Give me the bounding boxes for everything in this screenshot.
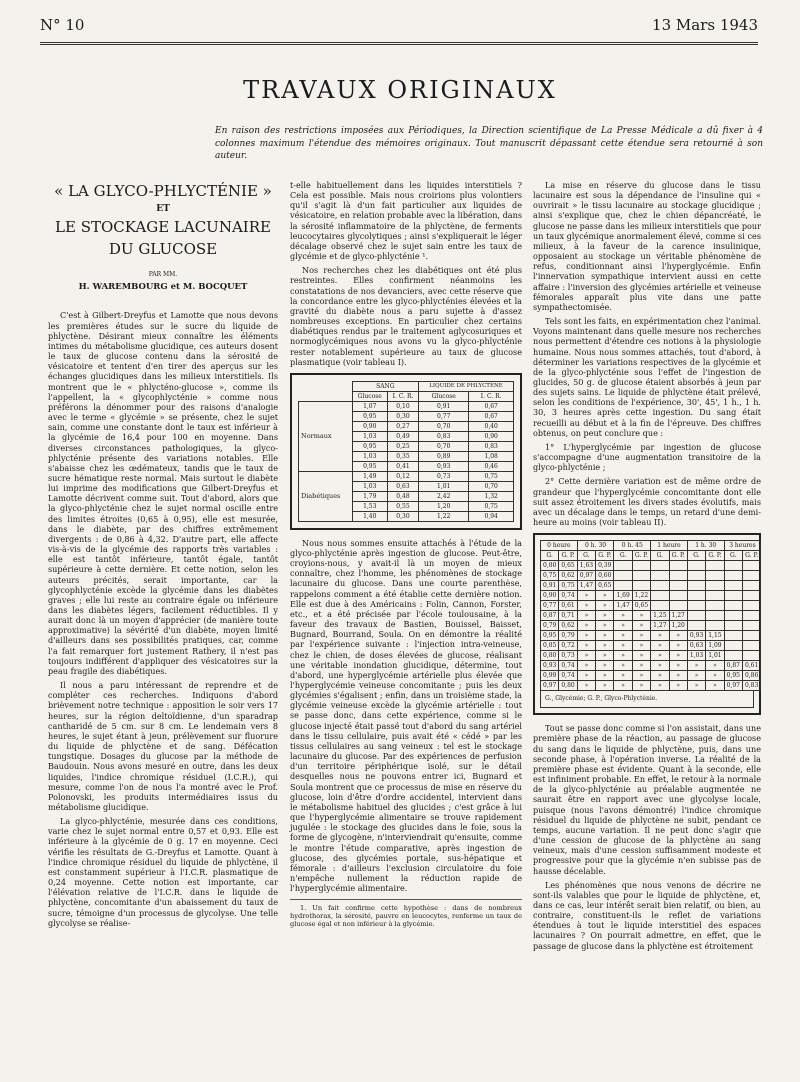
- table-cell: [742, 561, 760, 571]
- table-cell: [687, 621, 705, 631]
- table-cell: [706, 561, 724, 571]
- table-cell: »: [669, 641, 687, 651]
- table-cell: »: [577, 601, 595, 611]
- table-cell: 0,67: [469, 401, 514, 411]
- table-cell: 0,95: [352, 411, 387, 421]
- table-cell: 0,99: [541, 671, 559, 681]
- table-cell: [724, 561, 742, 571]
- table-2: [540, 540, 761, 691]
- table-cell: [687, 581, 705, 591]
- table-cell: [742, 601, 760, 611]
- table-cell: [706, 591, 724, 601]
- table-cell: [669, 571, 687, 581]
- table-cell: [614, 581, 632, 591]
- table-cell: 0,90: [541, 591, 559, 601]
- article-title-et: ET: [156, 204, 170, 214]
- table-cell: »: [632, 671, 650, 681]
- table-row: [541, 601, 761, 611]
- table-row: [299, 471, 514, 481]
- table-1: [298, 381, 514, 522]
- table-cell: 0,65: [596, 581, 614, 591]
- table-cell: [724, 621, 742, 631]
- table-cell: 1,15: [706, 631, 724, 641]
- table-cell: 0,70: [419, 441, 469, 451]
- table-cell: »: [577, 661, 595, 671]
- table-cell: »: [632, 611, 650, 621]
- table-cell: 0,73: [559, 651, 577, 661]
- table-cell: 1,20: [669, 621, 687, 631]
- table-cell: [706, 601, 724, 611]
- table-cell: »: [632, 681, 650, 691]
- table-cell: »: [596, 681, 614, 691]
- table-cell: 1,27: [651, 621, 669, 631]
- table-cell: 1,03: [352, 481, 387, 491]
- table-cell: [724, 571, 742, 581]
- table-cell: 1,03: [352, 431, 387, 441]
- table-cell: [724, 581, 742, 591]
- table-cell: 0,46: [469, 461, 514, 471]
- table-cell: [742, 651, 760, 661]
- table-cell: »: [596, 621, 614, 631]
- table-cell: »: [577, 641, 595, 651]
- table-cell: 1,53: [352, 501, 387, 511]
- table-cell: 0,75: [559, 581, 577, 591]
- table-header-row: [299, 381, 514, 391]
- table-row: [541, 681, 761, 691]
- table-cell: 1,22: [419, 511, 469, 521]
- table-cell: »: [614, 671, 632, 681]
- paragraph: Il nous a paru intéressant de reprendre et de compléter ces recherches. Indiquons d'abord brièvement notre technique : apposition le soir vers 17 heures, sur la région deltoïdienne, d'un sparadrap cantharidé de 5 cm. sur 8 cm. Le lendemain vers 8 heures, le sujet étant à jeun, prélèvement sur fluorure du liquide de phlyctène et de sang. Défécation tungstique. Dosages du glucose par la méthode de Baudouin. Nous avons mesuré en outre, dans les deux liquides, l'indice chromique résiduel (I.C.R.), qui mesure, comme l'on de nous l'a montré avec le Prof. Polonovski, les produits intermédiaires issus du métabolisme glucidique.: [48, 680, 278, 812]
- table-cell: [687, 591, 705, 601]
- table-cell: »: [632, 661, 650, 671]
- table-cell: 0,70: [419, 421, 469, 431]
- article-par: PAR MM.: [148, 271, 178, 279]
- table-cell: »: [632, 651, 650, 661]
- table-row: [541, 621, 761, 631]
- table-cell: »: [651, 651, 669, 661]
- header-rule: [40, 42, 758, 43]
- table-cell: 0,40: [469, 421, 514, 431]
- table-cell: 1,03: [352, 451, 387, 461]
- table-cell: »: [651, 631, 669, 641]
- table-cell: 1,49: [352, 471, 387, 481]
- table-cell: »: [706, 681, 724, 691]
- table-cell: [724, 591, 742, 601]
- table-cell: »: [687, 661, 705, 671]
- table-cell: »: [687, 671, 705, 681]
- subheader: Glucose: [352, 391, 387, 401]
- table-cell: [687, 611, 705, 621]
- table-1-diabetiques: [299, 471, 514, 521]
- row-group-label: Diabétiques: [299, 471, 353, 521]
- header-sang: SANG: [352, 381, 418, 391]
- table-cell: 0,97: [541, 681, 559, 691]
- table-cell: 0,91: [419, 401, 469, 411]
- table-cell: 0,74: [559, 661, 577, 671]
- table-cell: »: [614, 651, 632, 661]
- table-cell: [742, 591, 760, 601]
- table-cell: 0,65: [559, 561, 577, 571]
- table-cell: [687, 601, 705, 611]
- table-cell: 0,73: [419, 471, 469, 481]
- paragraph: Les phénomènes que nous venons de décrire ne sont-ils valables que pour le liquide de phlyctène, et, dans ce cas, leur intérêt serait bien relatif, ou bien, au contraire, constituent-ils le reflet de variations étendues à tout le liquide interstitiel des espaces lacunaires ? On pourrait admettre, en effet, que le passage de glucose dans la phlyctène est étroitement: [533, 879, 761, 951]
- table-cell: [742, 631, 760, 641]
- table-cell: »: [577, 671, 595, 681]
- subheader: G.: [577, 551, 595, 561]
- article-title-line-1: « LA GLYCO-PHLYCTÉNIE »: [54, 182, 272, 200]
- table-cell: [614, 571, 632, 581]
- table-cell: 2,42: [419, 491, 469, 501]
- column-2: [290, 180, 522, 928]
- issue-number: N° 10: [40, 16, 85, 34]
- table-cell: 0,95: [724, 671, 742, 681]
- subheader: I. C. R.: [469, 391, 514, 401]
- table-cell: 1,22: [632, 591, 650, 601]
- table-cell: [669, 601, 687, 611]
- table-cell: 0,97: [724, 681, 742, 691]
- table-cell: 0,39: [596, 561, 614, 571]
- table-cell: »: [596, 631, 614, 641]
- table-cell: 0,61: [559, 601, 577, 611]
- table-cell: 0,71: [559, 611, 577, 621]
- footnote-text: 1. Un fait confirme cette hypothèse : dans de nombreux hydrothorax, la sérosité, pauvre en leucocytes, renferme un taux de glucose égal et non inférieur à la glycémie.: [290, 904, 522, 929]
- table-cell: 0,62: [559, 621, 577, 631]
- subheader: G.: [651, 551, 669, 561]
- table-cell: »: [596, 611, 614, 621]
- table-cell: »: [596, 651, 614, 661]
- table-cell: [687, 561, 705, 571]
- table-cell: »: [669, 631, 687, 641]
- column-header: 0 h. 30: [577, 541, 614, 551]
- table-cell: 0,90: [469, 431, 514, 441]
- table-cell: 0,30: [387, 411, 418, 421]
- table-row: [541, 561, 761, 571]
- table-cell: 0,75: [469, 471, 514, 481]
- table-cell: 0,87: [541, 611, 559, 621]
- table-cell: »: [577, 681, 595, 691]
- subheader: G.: [724, 551, 742, 561]
- table-cell: 0,83: [419, 431, 469, 441]
- table-cell: 0,63: [687, 641, 705, 651]
- subheader: G. P.: [706, 551, 724, 561]
- table-cell: »: [632, 631, 650, 641]
- table-cell: 0,10: [387, 401, 418, 411]
- table-cell: 0,75: [469, 501, 514, 511]
- page-header: [40, 16, 758, 36]
- table-cell: 1,01: [706, 651, 724, 661]
- table-cell: 0,79: [559, 631, 577, 641]
- table-row: [541, 611, 761, 621]
- table-row: [541, 581, 761, 591]
- table-cell: 1,79: [352, 491, 387, 501]
- table-cell: 0,27: [387, 421, 418, 431]
- subheader: G. P.: [596, 551, 614, 561]
- subheader: G. P.: [632, 551, 650, 561]
- subheader: Glucose: [419, 391, 469, 401]
- column-header: 3 heures: [724, 541, 761, 551]
- paragraph: C'est à Gilbert-Dreyfus et Lamotte que nous devons les premières études sur le sucre du liquide de phlyctène. Désirant mieux connaître les éléments intimes du métabolisme glucidique, ces auteurs dosent le taux de glucose contenu dans la sérosité de vésicatoire et tentent d'en tirer des aperçus sur les échanges glucidiques dans les milieux interstitiels. Ils montrent que le « phlycténo-glucose », comme ils l'appellent, la « glycophlycténie » comme nous préférons la dénommer pour des raisons d'analogie avec le terme « glycémie » se présente, chez le sujet sain, comme une constante dont le taux est inférieur à la glycémie de 16,4 pour 100 en moyenne. Dans diverses circonstances pathologiques, la glyco-phlycténie présente des variations notables. Elle s'abaisse chez les œdémateux, tandis que le taux de sucre hématique reste normal. Mais surtout le diabète lui imprime des modifications que Gilbert-Dreyfus et Lamotte décrivent comme suit. Tout d'abord, alors que la glyco-phlycténie chez le sujet normal oscille entre des limites étroites (0,65 à 0,95), elle est mesurée, dans le diabète, par des chiffres extrêmement divergents : de 0,86 à 4,32. D'autre part, elle affecte vis-à-vis de la glycémie des rapports très variables : elle est tantôt inférieure, tantôt égale, tantôt supérieure à cette dernière. Et cette notion, selon les auteurs précités, serait importante, car la glycophlycténie excède la glycémie dans les diabètes graves ; elle lui reste au contraire égale ou inférieure dans les diabètes légers, facilement réductibles. Il y aurait donc là un moyen d'apprécier (de manière toute approximative) la sévérité d'un diabète, moyen limité d'ailleurs dans ses possibilités pratiques, car, comme l'a fait remarquer fort justement Rathery, il n'est pas toujours indifférent d'appliquer des vésicatoires sur la peau fragile des diabétiques.: [48, 310, 278, 676]
- table-cell: »: [651, 641, 669, 651]
- paragraph: Tout se passe donc comme si l'on assistait, dans une première phase de la réaction, au passage de glucose du sang dans le liquide de phlyctène, puis, dans une seconde phase, à l'opération inverse. La réalité de la première phase est évidente. Quant à la seconde, elle est infiniment probable. En effet, le retour à la normale de la glyco-phlycténie au préalable augmentée ne saurait être en rapport avec une glycolyse locale, puisque (nous l'avons démontré) l'indice chromique résiduel du liquide de phlyctène ne subit, pendant ce temps, aucune variation. Il ne peut donc s'agir que d'une cession de glucose de la phlyctène au sang veineux, mais d'une cession suffisamment modeste et progressive pour que la glycémie n'en subisse pas de hausse décelable.: [533, 723, 761, 876]
- column-header: 0 h. 45: [614, 541, 651, 551]
- table-cell: 0,80: [559, 681, 577, 691]
- table-cell: »: [596, 671, 614, 681]
- paragraph: La glyco-phlycténie, mesurée dans ces conditions, varie chez le sujet normal entre 0,57 et 0,93. Elle est inférieure à la glycémie de 0 g. 17 en moyenne. Ceci vérifie les résultats de G.-Dreyfus et Lamotte. Quant à l'indice chromique résiduel du liquide de phlyctène, il est constamment supérieur à l'I.C.R. plasmatique de 0,24 moyenne. Cette notion est importante, car l'élévation relative de l'I.C.R. dans le liquide de phlyctène, concomitante d'un abaissement du taux de sucre, témoigne d'un processus de glycolyse. Une telle glycolyse se réalise-: [48, 816, 278, 928]
- table-cell: »: [651, 681, 669, 691]
- subheader: G. P.: [559, 551, 577, 561]
- table-cell: »: [577, 651, 595, 661]
- table-cell: 1,69: [614, 591, 632, 601]
- table-cell: 0,72: [559, 641, 577, 651]
- table-cell: 0,77: [541, 601, 559, 611]
- table-cell: [669, 581, 687, 591]
- table-2-header-row: [541, 541, 761, 551]
- table-cell: [651, 601, 669, 611]
- table-cell: 0,61: [742, 661, 760, 671]
- table-2-note: G., Glycémie; G. P., Glyco-Phlycténie.: [540, 691, 754, 708]
- table-cell: [742, 641, 760, 651]
- table-2-subheader-row: [541, 551, 761, 561]
- table-cell: 1,07: [352, 401, 387, 411]
- column-header: 1 h. 30: [687, 541, 724, 551]
- table-cell: [651, 581, 669, 591]
- table-cell: 1,40: [352, 511, 387, 521]
- footnote: [290, 899, 522, 928]
- table-row: [541, 651, 761, 661]
- table-cell: 0,35: [387, 451, 418, 461]
- article-title-line-2: LE STOCKAGE LACUNAIRE: [55, 218, 271, 237]
- table-cell: 1,47: [614, 601, 632, 611]
- table-cell: 0,74: [559, 671, 577, 681]
- table-cell: 0,91: [541, 581, 559, 591]
- table-row: [541, 661, 761, 671]
- table-cell: »: [577, 621, 595, 631]
- table-cell: »: [614, 661, 632, 671]
- table-cell: »: [669, 651, 687, 661]
- table-cell: 1,47: [577, 581, 595, 591]
- table-cell: »: [577, 611, 595, 621]
- table-cell: »: [706, 661, 724, 671]
- table-cell: 0,85: [541, 641, 559, 651]
- table-cell: 1,27: [669, 611, 687, 621]
- table-cell: [632, 561, 650, 571]
- table-cell: »: [632, 621, 650, 631]
- table-cell: [651, 561, 669, 571]
- table-cell: »: [614, 611, 632, 621]
- table-cell: [724, 611, 742, 621]
- column-header: 1 heure: [651, 541, 688, 551]
- table-cell: »: [651, 661, 669, 671]
- table-cell: [706, 611, 724, 621]
- table-cell: [632, 581, 650, 591]
- table-cell: [724, 641, 742, 651]
- table-cell: »: [669, 681, 687, 691]
- paragraph: Nos recherches chez les diabétiques ont été plus restreintes. Elles confirment néanmoins les constatations de nos devanciers, avec cette réserve que la concordance entre les glyco-phlycténies élevées et la gravité du diabète nous a paru sujette à d'assez nombreuses exceptions. En particulier chez certains diabétiques rendus par le traitement aglycosuriques et normoglycémiques nous avons vu la glyco-phlycténie rester notablement supérieure au taux de glucose plasmatique (voir tableau I).: [290, 265, 522, 367]
- table-cell: [742, 621, 760, 631]
- table-cell: 0,95: [541, 631, 559, 641]
- header-liquide: LIQUIDE DE PHLYCTÈNE: [419, 381, 514, 391]
- table-cell: »: [706, 671, 724, 681]
- table-cell: 0,83: [742, 681, 760, 691]
- table-cell: 0,80: [541, 651, 559, 661]
- table-cell: [742, 611, 760, 621]
- paragraph: La mise en réserve du glucose dans le tissu lacunaire est sous la dépendance de l'insuline qui « ouvrirait » le tissu lacunaire au stockage glucidique ; ainsi s'explique que, chez le chien dépancréaté, le glucose ne passe dans les milieux interstitiels que pour un taux glycémique anormalement élevé, comme si ces milieux, à la faveur de la carence insulinique, opposaient au stockage un véritable phénomène de refus, conditionnant ainsi l'hyperglycémie. Enfin l'innervation sympathique intervient aussi en cette affaire : l'inversion des glycémies artérielle et veineuse fémorales apparaît plus vite dans une patte sympathectomisée.: [533, 180, 761, 312]
- paragraph: 2° Cette dernière variation est de même ordre de grandeur que l'hyperglycémie concomitante dont elle suit assez étroitement les divers stades évolutifs, mais avec un décalage dans le temps, un retard d'une demi-heure au moins (voir tableau II).: [533, 476, 761, 527]
- table-cell: 0,63: [387, 481, 418, 491]
- paragraph: 1° L'hyperglycémie par ingestion de glucose s'accompagne d'une augmentation transitoire de la glyco-phlycténie ;: [533, 441, 761, 473]
- table-cell: »: [577, 591, 595, 601]
- editorial-note: En raison des restrictions imposées aux Périodiques, la Direction scientifique de La Presse Médicale a dû fixer à 4 colonnes maximum l'étendue des mémoires originaux. Tout manuscrit dépassant cette étendue sera retourné à son auteur.: [215, 126, 763, 161]
- table-row: [541, 641, 761, 651]
- table-cell: 1,25: [651, 611, 669, 621]
- table-cell: 1,09: [706, 641, 724, 651]
- table-cell: [706, 581, 724, 591]
- table-cell: 0,67: [469, 411, 514, 421]
- paragraph: Nous nous sommes ensuite attachés à l'étude de la glyco-phlycténie après ingestion de glucose. Peut-être, croyions-nous, y avait-il là un moyen de mieux connaître, chez l'homme, les phénomènes de stockage lacunaire du glucose. Dans une courte parenthèse, rappelons comment a été établie cette dernière notion. Elle est due à des Américains : Folin, Cannon, Forster, etc., et a été précisée par l'école toulousaine, à la faveur des travaux de Bastien, Bouissel, Baisset, Bugnard, Bourrand, Soula. On en démontre la réalité par l'expérience suivante : l'injection intra-veineuse, chez le chien, de doses élevées de glucose, réalisant une véritable inondation glucidique, détermine, tout d'abord, une hyperglycémie artérielle plus élevée que l'hyperglycémie veineuse concomitante ; puis les deux glycémies s'égalisent ; enfin, dans un troisième stade, la glycémie veineuse excède la glycémie artérielle : tout se passe donc, dans cette expérience, comme si le glucose injecté était passé tout d'abord du sang artériel dans le tissu cellulaire, puis avait été « cédé » par les tissus cellulaires au sang veineux : tel est le stockage lacunaire du glucose. Par des expériences de perfusion d'un territoire périphérique isolé, sur le détail desquelles nous ne pouvons entrer ici, Bugnard et Soula montrent que ce processus de mise en réserve du glucose, loin d'être d'ordre accidentel, intervient dans le métabolisme habituel des glucides ; c'est grâce à lui que l'hyperglycémie alimentaire se trouve rapidement jugulée : le stockage des glucides dans le foie, sous la forme de glycogène, n'interviendrait qu'ensuite, comme le montre l'étude comparative, après ingestion de glucose, des glycémies portale, sus-hépatique et fémorale : d'ailleurs l'exclusion circulatoire du foie n'empêche nullement la réduction rapide de l'hyperglycémie alimentaire.: [290, 537, 522, 894]
- table-cell: 0,55: [387, 501, 418, 511]
- table-cell: [669, 561, 687, 571]
- table-1-frame: [290, 373, 522, 530]
- table-cell: 0,74: [559, 591, 577, 601]
- subheader: G. P.: [669, 551, 687, 561]
- table-cell: »: [596, 641, 614, 651]
- subheader: I. C. R.: [387, 391, 418, 401]
- table-cell: [706, 571, 724, 581]
- table-cell: 0,86: [742, 671, 760, 681]
- table-row: [541, 571, 761, 581]
- table-cell: [614, 561, 632, 571]
- table-cell: 0,49: [387, 431, 418, 441]
- table-cell: 0,41: [387, 461, 418, 471]
- table-cell: 0,95: [352, 441, 387, 451]
- table-cell: »: [614, 621, 632, 631]
- table-cell: »: [596, 591, 614, 601]
- article-title-line-3: DU GLUCOSE: [108, 240, 218, 259]
- table-cell: [724, 631, 742, 641]
- table-cell: 1,63: [577, 561, 595, 571]
- table-2-body: [541, 561, 761, 691]
- table-cell: »: [669, 671, 687, 681]
- table-cell: 0,97: [577, 571, 595, 581]
- paragraph: t-elle habituellement dans les liquides interstitiels ? Cela est possible. Mais nous croirions plus volontiers qu'il s'agit là d'un fait particulier aux liquides de vésicatoire, en relation probable avec la libération, dans la sérosité inflammatoire de la phlyctène, de ferments leucocytaires glycolytiques ; ainsi s'expliquerait le léger décalage observé chez le sujet sain entre les taux de glycémie et de glyco-phlycténie ¹.: [290, 180, 522, 262]
- subheader: G.: [687, 551, 705, 561]
- article-authors: H. WAREMBOURG et M. BOCQUET: [78, 282, 248, 293]
- table-cell: 0,77: [419, 411, 469, 421]
- table-2-frame: [533, 533, 761, 715]
- table-cell: 0,93: [419, 461, 469, 471]
- subheader: G.: [541, 551, 559, 561]
- table-cell: 0,30: [387, 511, 418, 521]
- table-cell: »: [577, 631, 595, 641]
- table-cell: 0,87: [724, 661, 742, 671]
- table-cell: 0,62: [559, 571, 577, 581]
- table-cell: 0,60: [596, 571, 614, 581]
- table-cell: »: [596, 661, 614, 671]
- table-cell: [742, 571, 760, 581]
- table-cell: »: [614, 681, 632, 691]
- paragraph: Tels sont les faits, en expérimentation chez l'animal. Voyons maintenant dans quelle mesure nos recherches nous permettent d'étendre ces notions à la physiologie humaine. Nous nous sommes attachés, tout d'abord, à déterminer les variations respectives de la glycémie et de la glyco-phlycténie sous l'effet de l'ingestion de glucides, 50 g. de glucose étaient absorbés à jeun par des sujets sains. Le liquide de phlyctène était prélevé, selon les conditions de l'expérience, 30', 45', 1 h., 1 h. 30, 3 heures après cette ingestion. Du sang était recueilli au début et à la fin de l'épreuve. Des chiffres obtenus, on peut conclure que :: [533, 316, 761, 438]
- column-header: 0 heure: [541, 541, 578, 551]
- table-cell: 0,70: [469, 481, 514, 491]
- column-1: [48, 180, 278, 932]
- table-cell: 0,94: [469, 511, 514, 521]
- table-cell: 1,20: [419, 501, 469, 511]
- table-row: [541, 671, 761, 681]
- table-cell: 0,83: [469, 441, 514, 451]
- table-cell: 1,03: [687, 651, 705, 661]
- table-cell: 1,08: [469, 451, 514, 461]
- table-cell: 0,90: [352, 421, 387, 431]
- table-cell: 1,32: [469, 491, 514, 501]
- table-cell: [724, 601, 742, 611]
- table-cell: [742, 581, 760, 591]
- table-cell: »: [669, 661, 687, 671]
- issue-date: 13 Mars 1943: [652, 16, 758, 34]
- table-row: [541, 631, 761, 641]
- table-cell: 0,12: [387, 471, 418, 481]
- subheader: G. P.: [742, 551, 760, 561]
- table-cell: »: [596, 601, 614, 611]
- table-cell: [651, 591, 669, 601]
- table-cell: »: [614, 631, 632, 641]
- table-cell: 0,95: [352, 461, 387, 471]
- table-cell: 1,01: [419, 481, 469, 491]
- table-cell: [724, 651, 742, 661]
- table-cell: [669, 591, 687, 601]
- column-3: [533, 180, 761, 955]
- table-cell: [632, 571, 650, 581]
- section-title: TRAVAUX ORIGINAUX: [243, 76, 557, 104]
- table-cell: [687, 571, 705, 581]
- table-row: [541, 591, 761, 601]
- table-cell: 0,93: [687, 631, 705, 641]
- table-cell: 0,89: [419, 451, 469, 461]
- table-cell: [651, 571, 669, 581]
- table-1-normaux: [299, 401, 514, 471]
- subheader: G.: [614, 551, 632, 561]
- table-cell: 0,48: [387, 491, 418, 501]
- table-cell: 0,75: [541, 571, 559, 581]
- table-cell: 0,79: [541, 621, 559, 631]
- row-group-label: Normaux: [299, 401, 353, 471]
- table-cell: 0,93: [541, 661, 559, 671]
- table-cell: 0,80: [541, 561, 559, 571]
- table-cell: »: [651, 671, 669, 681]
- header-rule-2: [40, 44, 758, 45]
- table-cell: 0,25: [387, 441, 418, 451]
- table-cell: »: [632, 641, 650, 651]
- table-cell: 0,65: [632, 601, 650, 611]
- table-cell: »: [614, 641, 632, 651]
- table-row: [299, 401, 514, 411]
- table-cell: [706, 621, 724, 631]
- table-cell: »: [687, 681, 705, 691]
